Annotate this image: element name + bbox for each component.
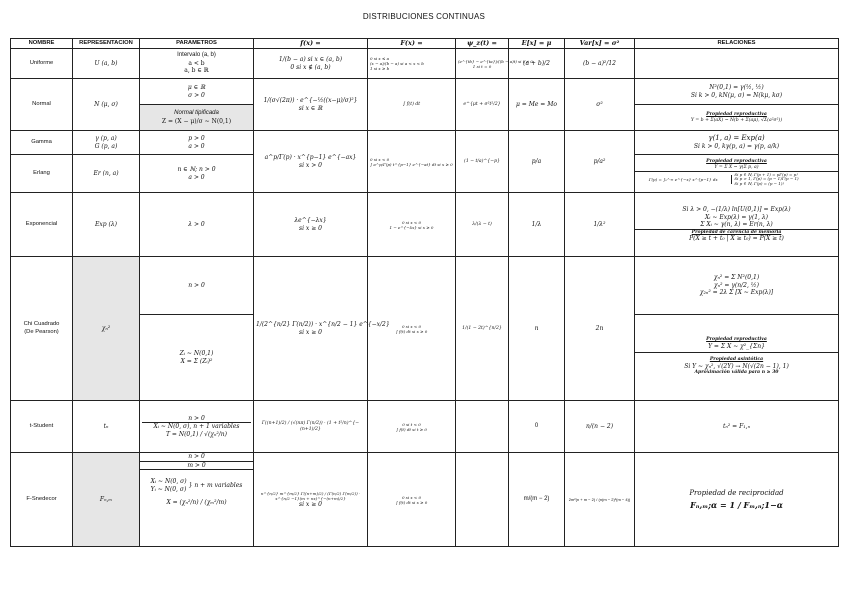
row-fsnedecor bbox=[11, 453, 839, 547]
mean-fsnedecor: m/(m − 2) bbox=[509, 453, 565, 547]
var-gamma: p/a² bbox=[565, 131, 635, 193]
name-exponencial: Exponencial bbox=[11, 193, 73, 257]
rel-uniforme bbox=[635, 49, 839, 79]
params-uniforme: Intervalo (a, b) a < b a, b ∈ ℝ bbox=[140, 49, 254, 79]
Fx-chi: 0 si x < 0 ∫ f(t) dt si x ≥ 0 bbox=[368, 257, 456, 401]
mean-gamma: p/a bbox=[509, 131, 565, 193]
var-fsnedecor: 2m²(n + m − 2) / (n(m − 2)²(m − 4)) bbox=[565, 453, 635, 547]
psi-exponencial: λ/(λ − t) bbox=[456, 193, 509, 257]
rel-normal-prop: Propiedad reproductiva Y = b + Σ(aX) ~ N(b + Σ(aμ), √Σ(a²σ²)) bbox=[635, 105, 839, 131]
name-chi: Chi Cuadrado (De Pearson) bbox=[11, 257, 73, 401]
fx-normal: 1/(σ√(2π)) · e^{−½((x−μ)/σ)²} si x ∈ ℝ bbox=[254, 79, 368, 131]
params-chi-bottom: Zᵢ ~ N(0,1) X = Σ (Zᵢ)² bbox=[140, 315, 254, 401]
name-erlang: Erlang bbox=[11, 155, 73, 193]
distributions-table bbox=[10, 38, 839, 547]
rel-exponencial: Si λ > 0, −(1/λ) ln[U(0,1)] = Exp(λ) Xᵢ ~ Exp(λ) = γ(1, λ) Σ Xᵢ ~ γ(n, λ) = Er(n, λ) Propiedad de carencia de memoria P(X ≥ t + t₀ | X ≥ t₀) = P(X ≥ t) bbox=[635, 193, 839, 257]
row-gamma bbox=[11, 131, 839, 155]
rel-chi: χₙ² = Σ N²(0,1) χₙ² = γ(n/2, ½) χ₂ₙ² = 2λ Σ [X ~ Exp(λ)] bbox=[635, 257, 839, 315]
name-uniforme: Uniforme bbox=[11, 49, 73, 79]
header-row bbox=[11, 39, 839, 49]
header-fx: f(x) = bbox=[254, 39, 368, 49]
mean-exponencial: 1/λ bbox=[509, 193, 565, 257]
fx-uniforme: 1/(b − a) si x ∈ (a, b) 0 si x ∉ (a, b) bbox=[254, 49, 368, 79]
var-uniforme: (b − a)²/12 bbox=[565, 49, 635, 79]
mean-uniforme: (a + b)/2 bbox=[509, 49, 565, 79]
fx-tstudent: Γ((n+1)/2) / (√(nπ) Γ(n/2)) · (1 + t²/n)^{−(n+1)/2} bbox=[254, 401, 368, 453]
var-tstudent: n/(n − 2) bbox=[565, 401, 635, 453]
psi-tstudent bbox=[456, 401, 509, 453]
name-fsnedecor: F-Snedecor bbox=[11, 453, 73, 547]
rel-tstudent: tₙ² = F₁,ₙ bbox=[635, 401, 839, 453]
rel-fsnedecor: Propiedad de reciprocidad Fₙ,ₘ;α = 1 / Fₘ,ₙ;1−α bbox=[635, 453, 839, 547]
name-tstudent: t-Student bbox=[11, 401, 73, 453]
fsnedecor-variables: Xᵢ ~ N(0, σ) Yᵢ ~ N(0, σ) } n + m variables bbox=[150, 478, 243, 493]
var-exponencial: 1/λ² bbox=[565, 193, 635, 257]
rel-normal: N²(0,1) = γ(½, ½) Si k > 0, kN(μ, σ) = N(kμ, kσ) bbox=[635, 79, 839, 105]
header-relaciones: RELACIONES bbox=[635, 39, 839, 49]
params-gamma: p > 0 a > 0 bbox=[140, 131, 254, 155]
Fx-normal: ∫ f(t) dt bbox=[368, 79, 456, 131]
name-normal: Normal bbox=[11, 79, 73, 131]
chi-asintotica: Propiedad asintótica Si Y ~ χₙ², √(2Y) → N(√(2n − 1), 1) Aproximación válida para n ≥ 30 bbox=[635, 352, 838, 380]
rep-fsnedecor: Fₙ,ₘ bbox=[73, 453, 140, 547]
header-nombre: NOMBRE bbox=[11, 39, 73, 49]
mean-chi: n bbox=[509, 257, 565, 401]
params-erlang: n ∈ ℕ; n > 0 a > 0 bbox=[140, 155, 254, 193]
params-tstudent: n > 0 Xᵢ ~ N(0, σ), n + 1 variables T = N(0,1) / √(χₙ²/n) bbox=[140, 401, 254, 453]
params-normal: μ ∈ ℝ σ > 0 bbox=[140, 79, 254, 105]
row-uniforme bbox=[11, 49, 839, 79]
rep-chi: χₙ² bbox=[73, 257, 140, 401]
rep-tstudent: tₙ bbox=[73, 401, 140, 453]
rel-gamma: γ(1, a) = Exp(a) Si k > 0, kγ(p, a) = γ(p, a/k) bbox=[635, 131, 839, 155]
header-psi: ψ_z(t) = bbox=[456, 39, 509, 49]
psi-uniforme: (e^{tb} − e^{ta})/((b − a)t) si t ≠ 0 1 si t = 0 bbox=[456, 49, 509, 79]
psi-gamma: (1 − t/a)^{−p} bbox=[456, 131, 509, 193]
row-chi bbox=[11, 257, 839, 315]
row-tstudent bbox=[11, 401, 839, 453]
psi-normal: e^{μt + σ²t²/2} bbox=[456, 79, 509, 131]
psi-fsnedecor bbox=[456, 453, 509, 547]
page-title: DISTRIBUCIONES CONTINUAS bbox=[362, 12, 486, 21]
chi-reproductiva: Propiedad reproductiva Y = Σ X ~ χ²_{Σn} bbox=[706, 336, 767, 350]
rep-exponencial: Exp (λ) bbox=[73, 193, 140, 257]
rep-normal: N (μ, σ) bbox=[73, 79, 140, 131]
params-normal-tipificada: Normal tipificada Z = (X − μ)/σ ~ N(0,1) bbox=[140, 105, 254, 131]
rel-erlang: Propiedad reproductiva Y = Σ X ~ γ(Σ p, a) Γ(p) = ∫₀^∞ e^{−x} x^{p−1} dx Si p ∈ ℕ, Γ(p + 1) = pΓ(p) = p! Si p > 1, Γ(p) = (p − 1)Γ(p − 1) Si p ∈ ℕ, Γ(p) = (p − 1)! bbox=[635, 155, 839, 193]
params-chi-top: n > 0 bbox=[140, 257, 254, 315]
params-exponencial: λ > 0 bbox=[140, 193, 254, 257]
name-gamma: Gamma bbox=[11, 131, 73, 155]
header-mean: E[x] = μ bbox=[509, 39, 565, 49]
Fx-fsnedecor: 0 si x < 0 ∫ f(t) dt si x ≥ 0 bbox=[368, 453, 456, 547]
row-normal bbox=[11, 79, 839, 105]
rel-chi-props bbox=[635, 315, 839, 401]
mean-tstudent: 0 bbox=[509, 401, 565, 453]
var-chi: 2n bbox=[565, 257, 635, 401]
header-Fx: F(x) = bbox=[368, 39, 456, 49]
fx-gamma: a^p/Γ(p) · x^{p−1} e^{−ax} si x > 0 bbox=[254, 131, 368, 193]
rep-erlang: Er (n, a) bbox=[73, 155, 140, 193]
Fx-exponencial: 0 si x < 0 1 − e^{−λx} si x ≥ 0 bbox=[368, 193, 456, 257]
header-representacion: REPRESENTACION bbox=[73, 39, 140, 49]
gamma-function-box: Γ(p) = ∫₀^∞ e^{−x} x^{p−1} dx Si p ∈ ℕ, Γ(p + 1) = pΓ(p) = p! Si p > 1, Γ(p) = (p − 1)Γ(p − 1) Si p ∈ ℕ, Γ(p) = (p − 1)! bbox=[635, 171, 838, 188]
fx-exponencial: λe^{−λx} si x ≥ 0 bbox=[254, 193, 368, 257]
header-var: Var[x] = σ² bbox=[565, 39, 635, 49]
Fx-tstudent: 0 si t < 0 ∫ f(t) dt si t ≥ 0 bbox=[368, 401, 456, 453]
fx-fsnedecor: n^{n/2} m^{m/2} Γ((n+m)/2) / (Γ(n/2) Γ(m/2)) · x^{n/2 −1}(m + nx)^{−(n+m)/2} si x ≥ 0 bbox=[254, 453, 368, 547]
Fx-gamma: 0 si x < 0 ∫ a^p/Γ(p) t^{p−1} e^{−at} dt si x ≥ 0 bbox=[368, 131, 456, 193]
row-exponencial bbox=[11, 193, 839, 257]
gamma-properties: Si p ∈ ℕ, Γ(p + 1) = pΓ(p) = p! Si p > 1, Γ(p) = (p − 1)Γ(p − 1) Si p ∈ ℕ, Γ(p) = (p − 1)! bbox=[734, 171, 799, 187]
rep-uniforme: U (a, b) bbox=[73, 49, 140, 79]
psi-chi: 1/(1 − 2t)^{n/2} bbox=[456, 257, 509, 401]
header-parametros: PARAMETROS bbox=[140, 39, 254, 49]
params-fsnedecor: n > 0 m > 0 Xᵢ ~ N(0, σ) Yᵢ ~ N(0, σ) } n + m variables X = (χₙ²/n) / (χₘ²/m) bbox=[140, 453, 254, 547]
rep-gamma: γ (p, a) G (p, a) bbox=[73, 131, 140, 155]
var-normal: σ² bbox=[565, 79, 635, 131]
fx-chi: 1/(2^{n/2} Γ(n/2)) · x^{n/2 − 1} e^{−x/2} si x ≥ 0 bbox=[254, 257, 368, 401]
mean-normal: μ = Me = Mo bbox=[509, 79, 565, 131]
Fx-uniforme: 0 si x ≤ a (x − a)/(b − a) si a < x < b 1 si x ≥ b bbox=[368, 49, 456, 79]
memoryless-box: Propiedad de carencia de memoria P(X ≥ t + t₀ | X ≥ t₀) = P(X ≥ t) bbox=[635, 229, 838, 243]
